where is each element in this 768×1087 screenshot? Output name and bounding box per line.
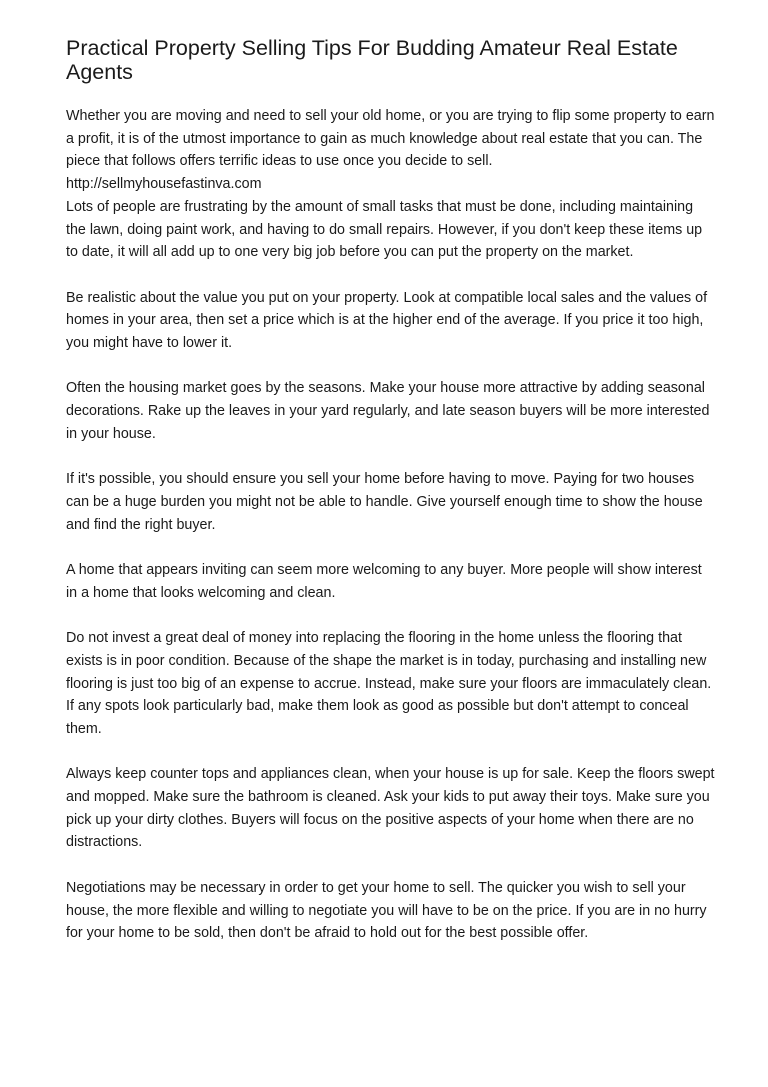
source-url[interactable]: http://sellmyhousefastinva.com	[66, 176, 262, 193]
paragraph-gap	[66, 355, 716, 378]
paragraph-pricing: Be realistic about the value you put on your property. Look at compatible local sales and the values of homes in your area, then set a price which is at the higher end of the average. If you price it too high, you might have to lower it.	[66, 289, 708, 352]
document-page	[66, 36, 716, 945]
intro-text: Whether you are moving and need to sell your old home, or you are trying to flip some property to earn a profit, it is of the utmost importance to gain as much knowledge about real estate that you can. The piece that follows offers terrific ideas to use once you decide to sell.	[66, 108, 715, 170]
paragraph-gap	[66, 446, 716, 469]
paragraph-flooring: Do not invest a great deal of money into replacing the flooring in the home unless the flooring that exists is in poor condition. Because of the shape the market is in today, purchasing and installing new flooring is just too big of an expense to accrue. Instead, make sure your floors are immaculately clean. If any spots look particularly bad, make them look as good as possible but don't attempt to conceal them.	[66, 630, 712, 737]
paragraph-gap	[66, 854, 716, 877]
intro-paragraph	[66, 105, 716, 196]
paragraph-seasons: Often the housing market goes by the seasons. Make your house more attractive by adding seasonal decorations. Rake up the leaves in your yard regularly, and late season buyers will be more interested in your house.	[66, 380, 710, 442]
document-title: Practical Property Selling Tips For Budding Amateur Real Estate Agents	[66, 36, 678, 84]
paragraph-inviting: A home that appears inviting can seem more welcoming to any buyer. More people will show interest in a home that looks welcoming and clean.	[66, 562, 702, 601]
paragraph-timing: If it's possible, you should ensure you sell your home before having to move. Paying for two houses can be a huge burden you might not be able to handle. Give yourself enough time to show the house and find the right buyer.	[66, 471, 703, 533]
paragraph-cleaning: Always keep counter tops and appliances clean, when your house is up for sale. Keep the floors swept and mopped. Make sure the bathroom is cleaned. Ask your kids to put away their toys. Make sure you pick up your dirty clothes. Buyers will focus on the positive aspects of your home when there are no distractions.	[66, 766, 715, 851]
paragraph-gap	[66, 536, 716, 559]
paragraph-negotiation: Negotiations may be necessary in order to get your home to sell. The quicker you wish to sell your house, the more flexible and willing to negotiate you will have to be on the price. If you are in no hurry for your home to be sold, then don't be afraid to hold out for the best possible offer.	[66, 879, 707, 942]
paragraph-gap	[66, 264, 716, 287]
paragraph-gap	[66, 741, 716, 764]
paragraph-gap	[66, 604, 716, 627]
paragraph-maintenance: Lots of people are frustrating by the amount of small tasks that must be done, including maintaining the lawn, doing paint work, and having to do small repairs. However, if you don't keep these items up to date, it will all add up to one very big job before you can put the property on the market.	[66, 198, 703, 261]
